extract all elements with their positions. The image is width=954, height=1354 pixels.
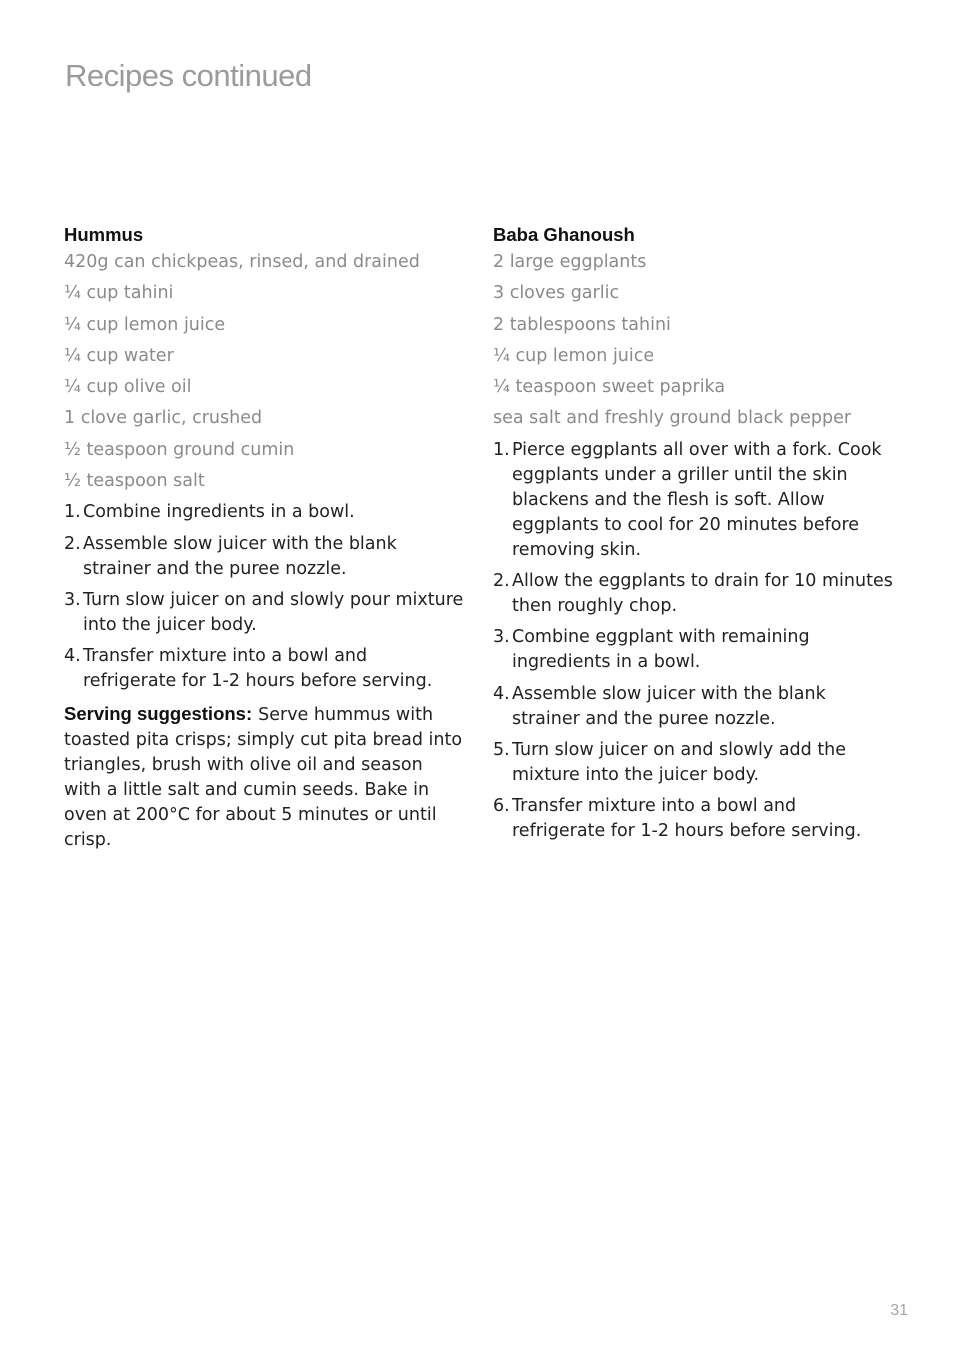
recipe-title-hummus: Hummus [64, 224, 144, 245]
step-text: Combine ingredients in a bowl. [83, 502, 355, 523]
step-number: 1. [64, 502, 81, 523]
step-number: 4. [493, 683, 510, 704]
step-item [64, 644, 464, 694]
step-item [493, 438, 893, 563]
step-number: 5. [493, 739, 510, 760]
ingredient-item: 2 large eggplants [493, 252, 647, 272]
step-text: Assemble slow juicer with the blank strainer and the puree nozzle. [512, 683, 826, 729]
ingredient-list-baba-ghanoush [493, 250, 893, 431]
step-number: 1. [493, 439, 510, 460]
ingredient-item: ¼ cup olive oil [64, 377, 192, 398]
step-text: Transfer mixture into a bowl and refrigerate for 1-2 hours before serving. [512, 796, 862, 842]
step-number: 2. [493, 571, 510, 592]
step-text: Pierce eggplants all over with a fork. Cook eggplants under a griller until the skin blackens and the flesh is soft. Allow eggplants to cool for 20 minutes before removing skin. [512, 439, 882, 560]
step-number: 3. [64, 589, 81, 610]
step-item [64, 500, 464, 525]
page-title: Recipes continued [65, 58, 312, 93]
ingredient-item: 1 clove garlic, crushed [64, 408, 263, 429]
ingredient-item: sea salt and freshly ground black pepper [493, 408, 852, 429]
step-text: Transfer mixture into a bowl and refrigerate for 1-2 hours before serving. [83, 646, 433, 692]
ingredient-item: ½ teaspoon ground cumin [64, 439, 295, 460]
ingredient-item: ¼ cup tahini [64, 283, 174, 304]
ingredient-item: ¼ cup lemon juice [493, 345, 655, 366]
ingredient-item: ½ teaspoon salt [64, 471, 205, 492]
method-steps-hummus [64, 500, 464, 694]
step-text: Turn slow juicer on and slowly add the mixture into the juicer body. [512, 739, 847, 785]
step-text: Assemble slow juicer with the blank strainer and the puree nozzle. [83, 533, 397, 579]
step-text: Allow the eggplants to drain for 10 minutes then roughly chop. [512, 571, 893, 617]
step-item [64, 588, 464, 638]
baba-ghanoush-recipe [493, 222, 893, 851]
step-number: 6. [493, 796, 510, 817]
step-number: 2. [64, 533, 81, 554]
step-item [493, 738, 893, 788]
serving-suggestions-label: Serving suggestions: [64, 702, 253, 724]
step-number: 3. [493, 627, 510, 648]
step-item [493, 682, 893, 732]
step-item [493, 569, 893, 619]
method-steps-baba-ghanoush [493, 438, 893, 844]
ingredient-list-hummus [64, 250, 464, 494]
step-number: 4. [64, 646, 81, 667]
hummus-recipe [64, 222, 464, 853]
ingredient-item: 3 cloves garlic [493, 283, 620, 304]
ingredient-item: ¼ cup lemon juice [64, 314, 226, 335]
recipe-title-baba-ghanoush: Baba Ghanoush [493, 224, 635, 245]
ingredient-item: 420g can chickpeas, rinsed, and drained [64, 252, 420, 272]
step-item [64, 532, 464, 582]
ingredient-item: ¼ teaspoon sweet paprika [493, 377, 726, 398]
step-item [493, 794, 893, 844]
serving-suggestions [64, 701, 464, 853]
page-number: 31 [890, 1302, 908, 1319]
step-text: Turn slow juicer on and slowly pour mixture into the juicer body. [83, 589, 464, 635]
ingredient-item: 2 tablespoons tahini [493, 314, 671, 335]
serving-suggestions-text: Serve hummus with toasted pita crisps; simply cut pita bread into triangles, brush with olive oil and season with a little salt and cumin seeds. Bake in oven at 200°C for about 5 minutes or until crisp. [64, 704, 463, 850]
ingredient-item: ¼ cup water [64, 345, 174, 366]
step-item [493, 625, 893, 675]
step-text: Combine eggplant with remaining ingredients in a bowl. [512, 627, 810, 673]
